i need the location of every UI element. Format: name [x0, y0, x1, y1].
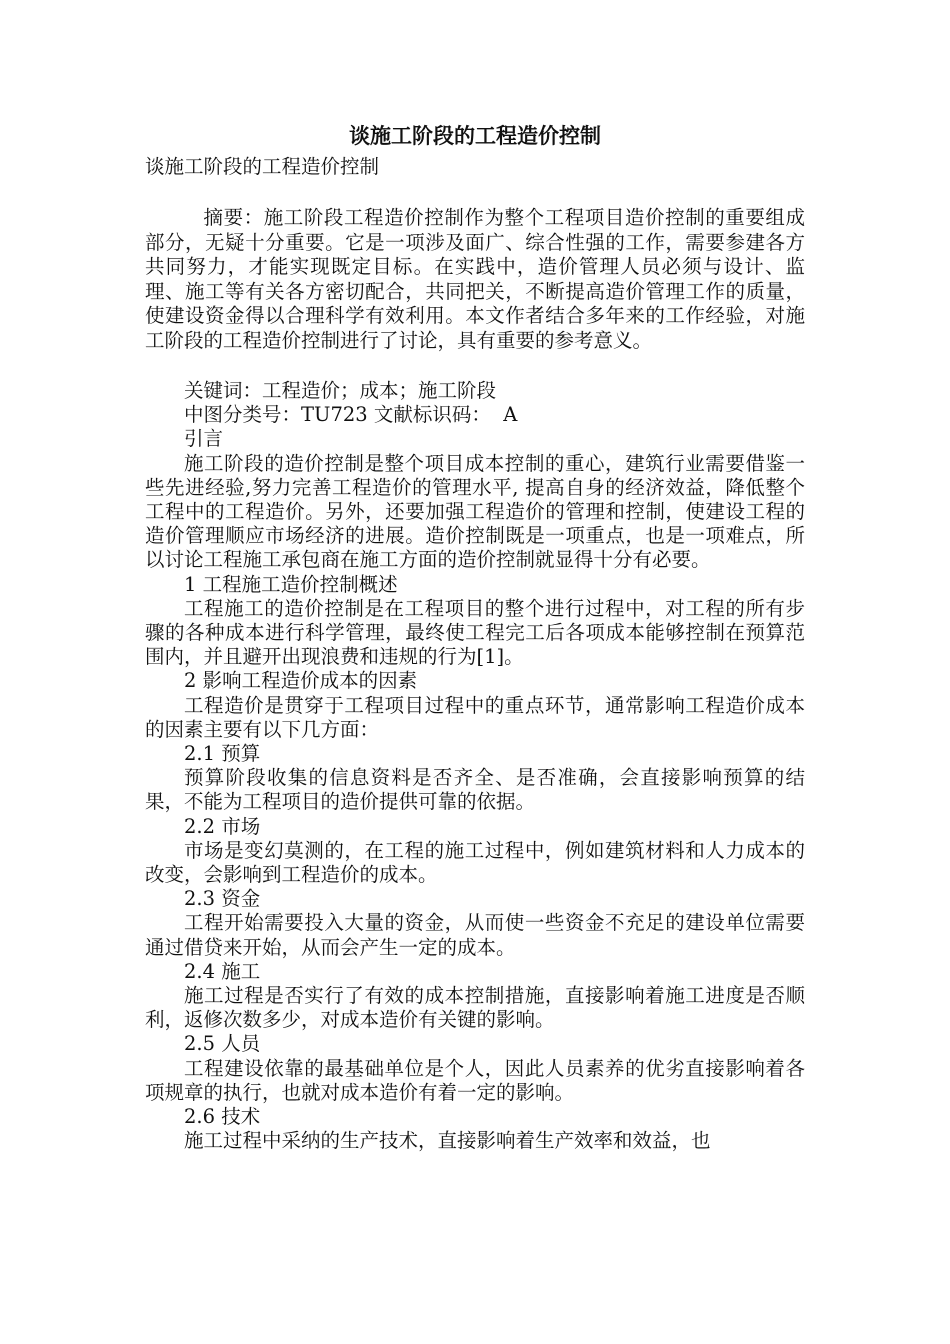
- section-paragraph: 工程造价是贯穿于工程项目过程中的重点环节，通常影响工程造价成本的因素主要有以下几方面：: [145, 693, 805, 741]
- section-paragraph: 工程开始需要投入大量的资金，从而使一些资金不充足的建设单位需要通过借贷来开始，从而会产生一定的成本。: [145, 911, 805, 959]
- document-subtitle: 谈施工阶段的工程造价控制: [145, 155, 380, 178]
- section-heading: 2 影响工程造价成本的因素: [184, 669, 418, 693]
- section-heading: 2.4 施工: [184, 959, 261, 983]
- section-heading: 2.6 技术: [184, 1105, 261, 1129]
- keywords-line: 关键词：工程造价；成本；施工阶段: [184, 379, 497, 402]
- section-heading: 2.1 预算: [184, 742, 261, 766]
- section-paragraph: 市场是变幻莫测的，在工程的施工过程中，例如建筑材料和人力成本的改变，会影响到工程造价的成本。: [145, 838, 805, 887]
- section-paragraph: 预算阶段收集的信息资料是否齐全、是否准确，会直接影响预算的结果，不能为工程项目的造价提供可靠的依据。: [145, 766, 805, 814]
- classification-line: 中图分类号：TU723 文献标识码： A: [184, 403, 518, 427]
- section-heading: 2.2 市场: [184, 814, 261, 838]
- section-paragraph: 施工过程中采纳的生产技术，直接影响着生产效率和效益，也: [184, 1129, 711, 1153]
- section-heading: 2.5 人员: [184, 1032, 261, 1056]
- intro-paragraph: 施工阶段的造价控制是整个项目成本控制的重心，建筑行业需要借鉴一些先进经验,努力完善工程造价的管理水平, 提高自身的经济效益，降低整个工程中的工程造价。另外，还要加强工程造价的管理和控制，使建设工程的造价管理顺应市场经济的进展。造价控制既是一项重点，也是一项难点，所以讨论工程施工承包商在施工方面的造价控制就显得十分有必要。: [145, 451, 805, 572]
- section-paragraph: 工程施工的造价控制是在工程项目的整个进行过程中，对工程的所有步骤的各种成本进行科学管理，最终使工程完工后各项成本能够控制在预算范围内，并且避开出现浪费和违规的行为[1]。: [145, 596, 805, 669]
- document-title: 谈施工阶段的工程造价控制: [349, 123, 601, 148]
- section-paragraph: 工程建设依靠的最基础单位是个人，因此人员素养的优劣直接影响着各项规章的执行，也就对成本造价有着一定的影响。: [145, 1056, 805, 1104]
- abstract-paragraph: 摘要：施工阶段工程造价控制作为整个工程项目造价控制的重要组成部分，无疑十分重要。它是一项涉及面广、综合性强的工作，需要参建各方共同努力，才能实现既定目标。在实践中，造价管理人员必须与设计、监理、施工等有关各方密切配合，共同把关，不断提高造价管理工作的质量，使建设资金得以合理科学有效利用。本文作者结合多年来的工作经验，对施工阶段的工程造价控制进行了讨论，具有重要的参考意义。: [145, 206, 805, 352]
- section-heading: 2.3 资金: [184, 887, 261, 911]
- section-heading: 1 工程施工造价控制概述: [184, 572, 398, 596]
- spacer: [145, 180, 805, 206]
- section-paragraph: 施工过程是否实行了有效的成本控制措施，直接影响着施工进度是否顺利，返修次数多少，对成本造价有关键的影响。: [145, 984, 805, 1032]
- document-page: [145, 118, 805, 1154]
- spacer: [145, 353, 805, 379]
- intro-heading: 引言: [184, 427, 224, 451]
